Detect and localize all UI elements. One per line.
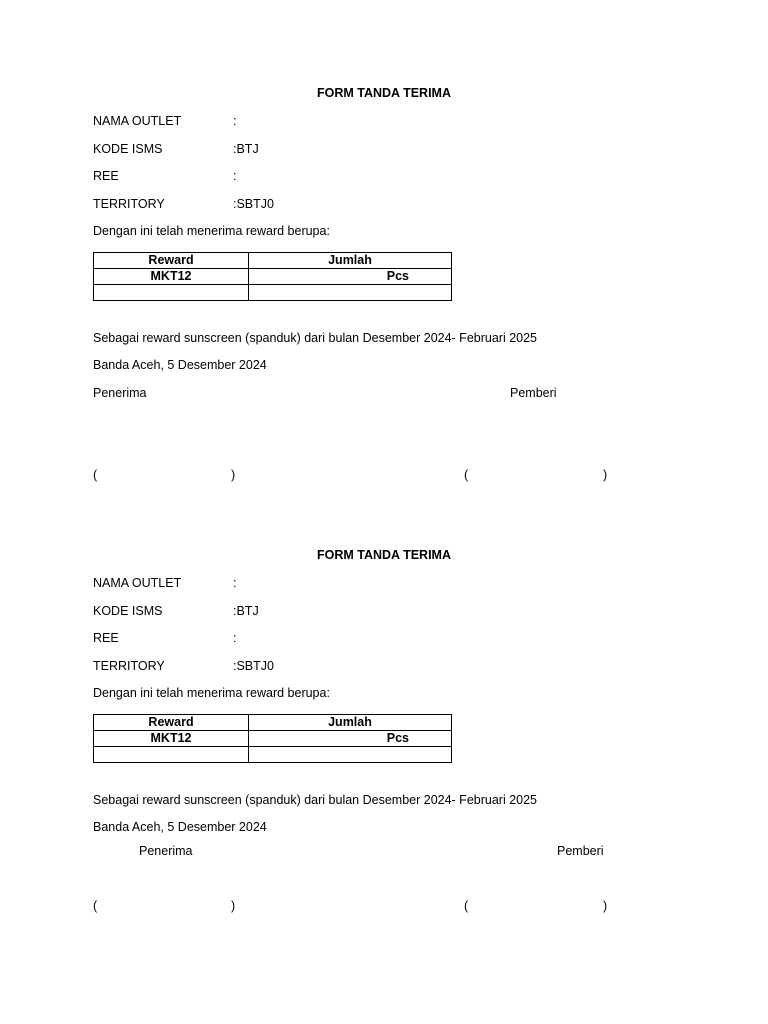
- field-label: KODE ISMS: [93, 604, 163, 618]
- receiver-signature-open: (: [93, 899, 98, 913]
- receiver-signature-close: ): [231, 899, 236, 913]
- form-title: FORM TANDA TERIMA: [316, 86, 451, 100]
- place-date-text: Banda Aceh, 5 Desember 2024: [93, 820, 267, 834]
- field-value: :BTJ: [233, 142, 259, 156]
- table-header-cell: Jumlah: [249, 715, 452, 731]
- table-cell: [249, 285, 452, 301]
- table-header-row: [94, 715, 452, 731]
- form-title: FORM TANDA TERIMA: [316, 548, 451, 562]
- description-text: Sebagai reward sunscreen (spanduk) dari bulan Desember 2024- Februari 2025: [93, 331, 538, 345]
- giver-signature-open: (: [464, 899, 469, 913]
- table-cell: MKT12: [94, 731, 249, 747]
- receiver-label: Penerima: [93, 386, 147, 400]
- field-value: :BTJ: [233, 604, 259, 618]
- table-row: [94, 285, 452, 301]
- reward-table: [93, 252, 452, 301]
- table-header-row: [94, 253, 452, 269]
- field-value: :: [233, 576, 237, 590]
- giver-signature-close: ): [603, 468, 608, 482]
- field-label: NAMA OUTLET: [93, 114, 182, 128]
- field-value: :: [233, 169, 237, 183]
- field-label: TERRITORY: [93, 197, 165, 211]
- table-row: [94, 269, 452, 285]
- giver-label: Pemberi: [510, 386, 557, 400]
- reward-table: [93, 714, 452, 763]
- field-value: :SBTJ0: [233, 659, 274, 673]
- table-cell: [94, 285, 249, 301]
- place-date-text: Banda Aceh, 5 Desember 2024: [93, 358, 267, 372]
- table-header-cell: Reward: [94, 253, 249, 269]
- intro-text: Dengan ini telah menerima reward berupa:: [93, 686, 330, 700]
- table-row: [94, 747, 452, 763]
- intro-text: Dengan ini telah menerima reward berupa:: [93, 224, 330, 238]
- table-cell: Pcs: [249, 731, 452, 747]
- table-cell: MKT12: [94, 269, 249, 285]
- receiver-label: Penerima: [139, 844, 193, 858]
- giver-label: Pemberi: [557, 844, 604, 858]
- field-label: REE: [93, 631, 119, 645]
- table-cell: Pcs: [249, 269, 452, 285]
- field-label: REE: [93, 169, 119, 183]
- table-header-cell: Jumlah: [249, 253, 452, 269]
- description-text: Sebagai reward sunscreen (spanduk) dari bulan Desember 2024- Februari 2025: [93, 793, 538, 807]
- receiver-signature-close: ): [231, 468, 236, 482]
- giver-signature-close: ): [603, 899, 608, 913]
- field-value: :: [233, 631, 237, 645]
- table-cell: [94, 747, 249, 763]
- receiver-signature-open: (: [93, 468, 98, 482]
- table-cell: [249, 747, 452, 763]
- table-header-cell: Reward: [94, 715, 249, 731]
- field-label: NAMA OUTLET: [93, 576, 182, 590]
- field-value: :: [233, 114, 237, 128]
- field-value: :SBTJ0: [233, 197, 274, 211]
- table-row: [94, 731, 452, 747]
- field-label: KODE ISMS: [93, 142, 163, 156]
- giver-signature-open: (: [464, 468, 469, 482]
- field-label: TERRITORY: [93, 659, 165, 673]
